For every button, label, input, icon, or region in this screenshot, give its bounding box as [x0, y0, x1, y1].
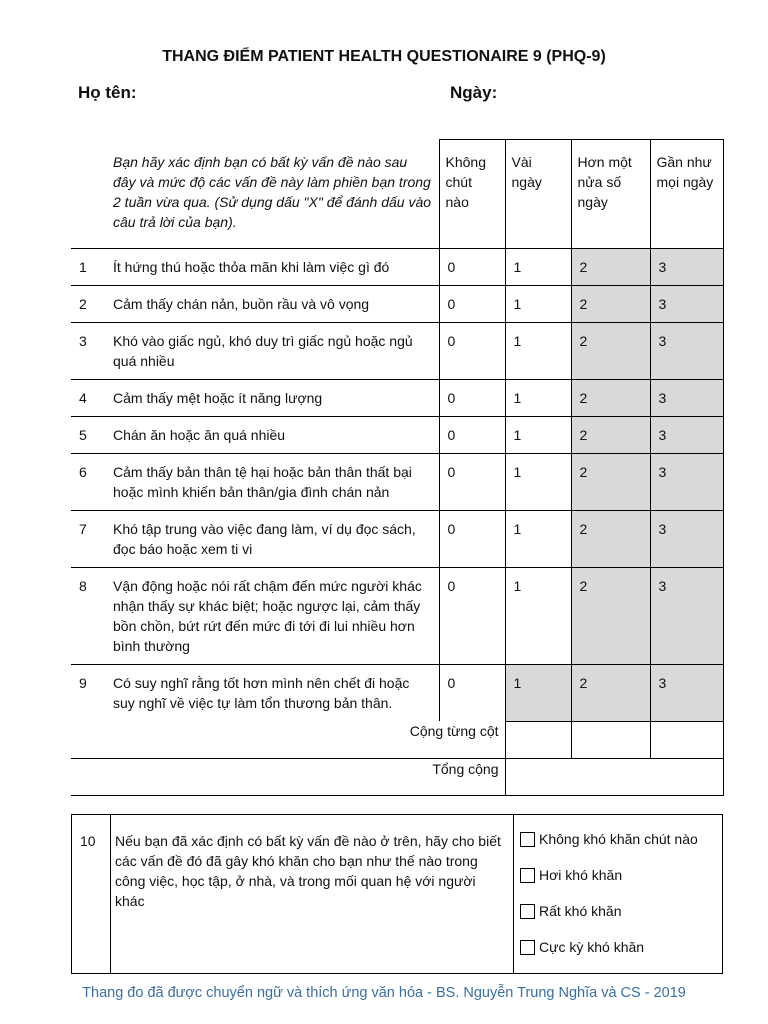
name-label: Họ tên: — [78, 83, 137, 102]
difficulty-option[interactable] — [520, 901, 722, 937]
score-cell[interactable]: 0 — [439, 286, 505, 323]
question-row — [71, 511, 723, 568]
question-text: Cảm thấy chán nản, buồn rầu và vô vọng — [113, 286, 439, 323]
score-cell[interactable]: 1 — [505, 511, 571, 568]
question-text: Có suy nghĩ rằng tốt hơn mình nên chết đi hoặc suy nghĩ về việc tự làm tổn thương bản thân. — [113, 665, 439, 722]
score-cell[interactable]: 0 — [439, 249, 505, 286]
question-text: Cảm thấy bản thân tệ hại hoặc bản thân thất bại hoặc mình khiến bản thân/gia đình chán nản — [113, 454, 439, 511]
question-number: 2 — [71, 286, 113, 323]
score-cell[interactable]: 1 — [505, 454, 571, 511]
difficulty-option[interactable] — [520, 937, 722, 973]
score-cell[interactable]: 1 — [505, 380, 571, 417]
score-cell[interactable]: 0 — [439, 568, 505, 665]
grand-total-input[interactable] — [505, 758, 723, 795]
difficulty-option[interactable] — [520, 865, 722, 901]
question-row — [71, 568, 723, 665]
score-cell[interactable]: 3 — [650, 249, 723, 286]
score-cell[interactable]: 1 — [505, 568, 571, 665]
question-number: 8 — [71, 568, 113, 665]
score-cell[interactable]: 1 — [505, 417, 571, 454]
score-cell[interactable]: 0 — [439, 417, 505, 454]
question-number: 5 — [71, 417, 113, 454]
column-total-row — [71, 721, 723, 758]
score-cell[interactable]: 2 — [571, 665, 650, 722]
score-cell[interactable]: 3 — [650, 454, 723, 511]
page-title: THANG ĐIỂM PATIENT HEALTH QUESTIONAIRE 9 (PHQ-9) — [162, 48, 606, 65]
option-header-3: Gần như mọi ngày — [650, 140, 723, 249]
column-total-label: Cộng từng cột — [71, 721, 505, 758]
instructions: Bạn hãy xác định bạn có bất kỳ vấn đề nào sau đây và mức độ các vấn đề này làm phiền bạn trong 2 tuần vừa qua. (Sử dụng dấu "X" để đánh dấu vào câu trả lời của bạn). — [113, 153, 432, 230]
score-cell[interactable]: 2 — [571, 417, 650, 454]
option-header-0: Không chút nào — [439, 140, 505, 249]
question-number: 6 — [71, 454, 113, 511]
question-number: 1 — [71, 249, 113, 286]
score-cell[interactable]: 0 — [439, 454, 505, 511]
score-cell[interactable]: 3 — [650, 380, 723, 417]
question-row — [71, 665, 723, 722]
score-cell[interactable]: 1 — [505, 249, 571, 286]
option-header-1: Vài ngày — [505, 140, 571, 249]
score-cell[interactable]: 2 — [571, 249, 650, 286]
difficulty-option-label: Cực kỳ khó khăn — [539, 939, 645, 955]
question-number: 7 — [71, 511, 113, 568]
question-row — [71, 417, 723, 454]
phq9-table — [71, 139, 724, 796]
score-cell[interactable]: 0 — [439, 380, 505, 417]
score-cell[interactable]: 0 — [439, 665, 505, 722]
question-row — [71, 286, 723, 323]
score-cell[interactable]: 2 — [571, 568, 650, 665]
checkbox[interactable] — [520, 832, 535, 847]
score-cell[interactable]: 3 — [650, 323, 723, 380]
question-row — [71, 323, 723, 380]
score-cell[interactable]: 3 — [650, 568, 723, 665]
score-cell[interactable]: 2 — [571, 454, 650, 511]
question-number: 4 — [71, 380, 113, 417]
difficulty-option-label: Hơi khó khăn — [539, 867, 623, 883]
question-number: 3 — [71, 323, 113, 380]
score-cell[interactable]: 3 — [650, 665, 723, 722]
question-text: Vận động hoặc nói rất chậm đến mức người khác nhận thấy sự khác biệt; hoặc ngược lại, cảm thấy bồn chồn, bứt rứt đến mức đi tới đi lui nhiều hơn bình thường — [113, 568, 439, 665]
difficulty-option[interactable] — [520, 829, 722, 865]
question-text: Ít hứng thú hoặc thỏa mãn khi làm việc gì đó — [113, 249, 439, 286]
option-header-2: Hơn một nửa số ngày — [571, 140, 650, 249]
score-cell[interactable]: 1 — [505, 323, 571, 380]
checkbox[interactable] — [520, 904, 535, 919]
column-total-input[interactable] — [650, 721, 723, 758]
grand-total-label: Tổng cộng — [71, 758, 505, 795]
question-10-table — [71, 814, 723, 974]
checkbox[interactable] — [520, 868, 535, 883]
footer-credit: Thang đo đã được chuyển ngữ và thích ứng văn hóa - BS. Nguyễn Trung Nghĩa và CS - 2019 — [82, 985, 686, 1001]
column-total-input[interactable] — [571, 721, 650, 758]
score-cell[interactable]: 2 — [571, 323, 650, 380]
score-cell[interactable]: 0 — [439, 511, 505, 568]
question-number: 10 — [72, 815, 111, 974]
checkbox[interactable] — [520, 940, 535, 955]
question-row — [71, 249, 723, 286]
date-label: Ngày: — [450, 83, 498, 102]
question-text: Khó vào giấc ngủ, khó duy trì giấc ngủ hoặc ngủ quá nhiều — [113, 323, 439, 380]
difficulty-options — [514, 815, 723, 974]
grand-total-row — [71, 758, 723, 795]
question-text: Nếu bạn đã xác định có bất kỳ vấn đề nào ở trên, hãy cho biết các vấn đề đó đã gây khó khăn cho bạn như thế nào trong công việc, học tập, ở nhà, và trong mối quan hệ với người khác — [111, 815, 514, 974]
question-row — [71, 454, 723, 511]
question-text: Khó tập trung vào việc đang làm, ví dụ đọc sách, đọc báo hoặc xem ti vi — [113, 511, 439, 568]
score-cell[interactable]: 3 — [650, 286, 723, 323]
score-cell[interactable]: 1 — [505, 286, 571, 323]
column-total-input[interactable] — [505, 721, 571, 758]
question-text: Cảm thấy mệt hoặc ít năng lượng — [113, 380, 439, 417]
score-cell[interactable]: 2 — [571, 380, 650, 417]
question-row — [71, 380, 723, 417]
score-cell[interactable]: 3 — [650, 511, 723, 568]
question-text: Chán ăn hoặc ăn quá nhiều — [113, 417, 439, 454]
score-cell[interactable]: 2 — [571, 511, 650, 568]
difficulty-option-label: Không khó khăn chút nào — [539, 831, 698, 847]
score-cell[interactable]: 0 — [439, 323, 505, 380]
score-cell[interactable]: 1 — [505, 665, 571, 722]
question-number: 9 — [71, 665, 113, 722]
score-cell[interactable]: 3 — [650, 417, 723, 454]
difficulty-option-label: Rất khó khăn — [539, 903, 622, 919]
score-cell[interactable]: 2 — [571, 286, 650, 323]
